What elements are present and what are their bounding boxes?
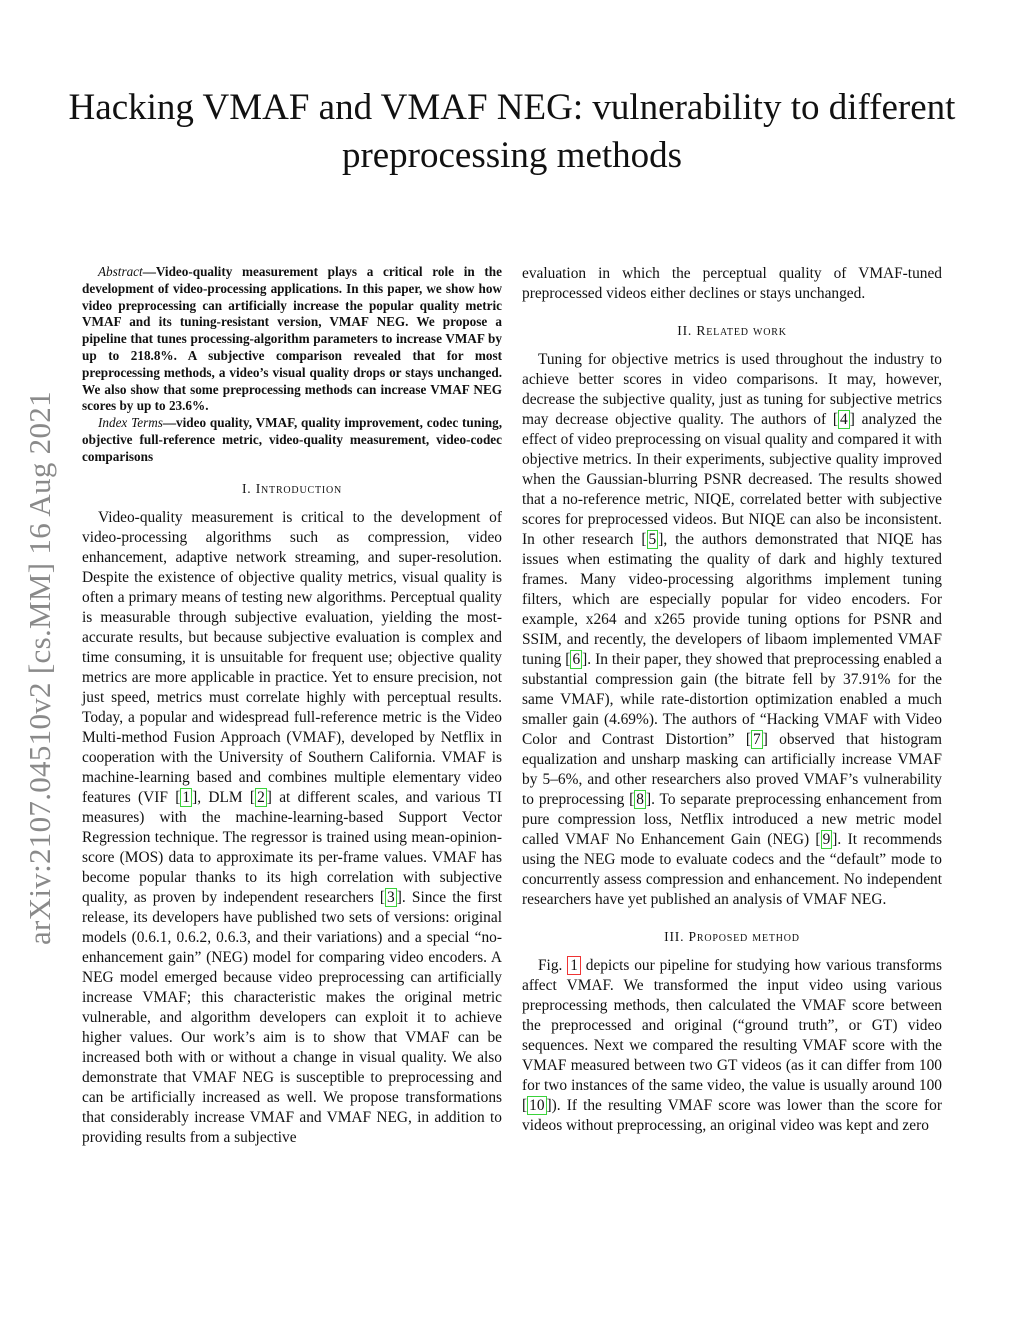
paragraph-text: ]. It recommends using the NEG mode to evaluate codecs and the “default” mode to concurrently assess compression and enhancement. No independent researchers have yet published an analysis of VMAF NEG.: [522, 831, 942, 908]
section-number: III.: [664, 929, 685, 944]
abstract: [82, 264, 502, 415]
paragraph-text: Video-quality measurement is critical to the development of video-processing algorithms such as compression, video enhancement, adaptive network streaming, and super-resolution. Despite the existence of objective quality metrics, visual quality is often a primary means of testing new algorithms. Perceptual quality is measurable through subjective evaluation, yielding the most-accurate results, but because subjective evaluation is complex and time consuming, it is unsuitable for frequent use; objective quality metrics are more applicable in practice. Yet to ensure precision, not just speed, metrics must correlate highly with perceptual results. Today, a popular and widespread full-reference metric is the Video Multi-method Fusion Approach (VMAF), developed by Netflix in cooperation with the University of Southern California. VMAF is machine-learning based and combines multiple elementary video features (VIF [: [82, 508, 502, 806]
figure-reference-link[interactable]: 1: [567, 956, 581, 975]
paragraph-text: depicts our pipeline for studying how various transforms affect VMAF. We transformed the input video using various preprocessing methods, then calculated the VMAF score between the preprocessed and original (“ground truth”, or GT) video sequences. Next we compared the resulting VMAF score with the VMAF measured between two GT videos (as it can differ from 100 for two instances of the same video, the value is usually around 100 [: [522, 957, 942, 1114]
section-number: I.: [241, 480, 252, 496]
paragraph-text: ], the authors demonstrated that NIQE has issues when estimating the quality of dark and highly textured frames. Many video-processing algorithms implement tuning filters, which are especially popular for video encoders. For example, x264 and x265 provide tuning options for PSNR and SSIM, and recently, the developers of libaom implemented VMAF tuning [: [522, 531, 943, 668]
proposed-method-paragraph: [522, 956, 942, 1136]
citation-link[interactable]: 4: [840, 411, 848, 428]
index-terms: [82, 415, 502, 465]
section-title: Introduction: [255, 480, 343, 496]
paragraph-text: ]. In their paper, they showed that preprocessing enabled a substantial compression gain (the bitrate fell by 37.91% for the same VMAF), while rate-distortion optimization enabled a much smaller gain (4.69%). The authors of “Hacking VMAF with Video Color and Contrast Distortion” [: [522, 651, 943, 748]
introduction-continued: [522, 264, 942, 304]
paragraph-text: ]. Since the first release, its developers have published two sets of versions: original models (0.6.1, 0.6.2, 0.6.3, and their variations) and a special “no-enhancement gain” (NEG) model for comparing video encoders. A NEG model emerged because video preprocessing can artificially increase VMAF; this characteristic makes the original metric vulnerable, and algorithm developers can exploit it to achieve higher values. Our work’s aim is to show that VMAF can be increased both with or without a change in visual quality. We also demonstrate that VMAF NEG is susceptible to preprocessing and can be artificially increased as well. We propose transformations that considerably increase VMAF and VMAF NEG, in addition to providing results from a subjective: [82, 888, 502, 1146]
paragraph-text: ] observed that histogram equalization and unsharp masking can artificially increase VMAF by 5–6%, and other researchers also proved VMAF’s vulnerability to preprocessing [: [522, 731, 942, 808]
index-terms-text: —video quality, VMAF, quality improvement, codec tuning, objective full-reference metric, video-quality measurement, video-codec comparisons: [82, 415, 502, 464]
citation-link[interactable]: 10: [529, 1097, 545, 1114]
citation-link[interactable]: 1: [182, 788, 191, 806]
paragraph-text: ]). If the resulting VMAF score was lower than the score for videos without preprocessing, an original video was kept and zero: [522, 1097, 942, 1134]
paper-title: Hacking VMAF and VMAF NEG: vulnerability to different preprocessing methods: [68, 87, 956, 176]
citation-link[interactable]: 6: [572, 651, 581, 668]
section-title: Related work: [696, 323, 787, 338]
paragraph-text: evaluation in which the perceptual quality of VMAF-tuned preprocessed videos either declines or stays unchanged.: [522, 265, 942, 302]
section-heading-related-work: [522, 322, 942, 340]
section-title: Proposed method: [688, 929, 800, 944]
right-column: [522, 264, 942, 1136]
section-heading-proposed-method: [522, 928, 942, 946]
paragraph-text: Tuning for objective metrics is used throughout the industry to achieve better scores in video comparisons. It may, however, decrease the subjective quality, just as tuning for subjective metrics may decrease objective quality. The authors of [: [522, 351, 942, 428]
citation-link[interactable]: 2: [257, 788, 265, 806]
paragraph-text: ] at different scales, and various TI measures) with the machine-learning-based Support Vector Regression technique. The regressor is trained using mean-opinion-score (MOS) data to approximate its per-frame values. VMAF has become popular thanks to its high correlation with subjective quality, as proven by independent researchers [: [82, 788, 503, 906]
citation-link[interactable]: 9: [822, 831, 831, 848]
citation-link[interactable]: 8: [636, 791, 644, 808]
index-terms-label: Index Terms: [98, 415, 163, 431]
citation-link[interactable]: 3: [387, 888, 395, 906]
paragraph-text: Fig.: [538, 957, 568, 974]
citation-link[interactable]: 7: [753, 731, 761, 748]
section-number: II.: [677, 323, 693, 338]
abstract-text: —Video-quality measurement plays a critical role in the development of video-processing applications. In this paper, we show how video preprocessing can artificially increase the popular quality metric VMAF and its tuning-resistant version, VMAF NEG. We propose a pipeline that tunes processing-algorithm parameters to increase VMAF by up to 218.8%. A subjective comparison revealed that for most preprocessing methods, a video’s visual quality drops or stays unchanged. We also show that some preprocessing methods can increase VMAF NEG scores by up to 23.6%.: [82, 264, 502, 414]
left-column: [82, 264, 502, 1148]
paragraph-text: ], DLM [: [192, 788, 256, 806]
related-work-paragraph: [522, 350, 942, 910]
paragraph-text: ]. To separate preprocessing enhancement from pure compression loss, Netflix introduced a new metric model called VMAF No Enhancement Gain (NEG) [: [522, 791, 942, 848]
paragraph-text: ] analyzed the effect of video preprocessing on visual quality and compared it with objective metrics. In their experiments, subjective quality improved when the Gaussian-blurring PSNR decreased. The results showed that a no-reference metric, NIQE, correlated better with subjective scores for preprocessed videos. But NIQE can also be inconsistent. In other research [: [522, 411, 942, 548]
citation-link[interactable]: 5: [648, 531, 657, 548]
abstract-label: Abstract: [98, 264, 143, 279]
section-heading-introduction: [82, 480, 502, 498]
introduction-paragraph: [82, 508, 502, 1148]
arxiv-identifier: arXiv:2107.04510v2 [cs.MM] 16 Aug 2021: [22, 391, 57, 945]
